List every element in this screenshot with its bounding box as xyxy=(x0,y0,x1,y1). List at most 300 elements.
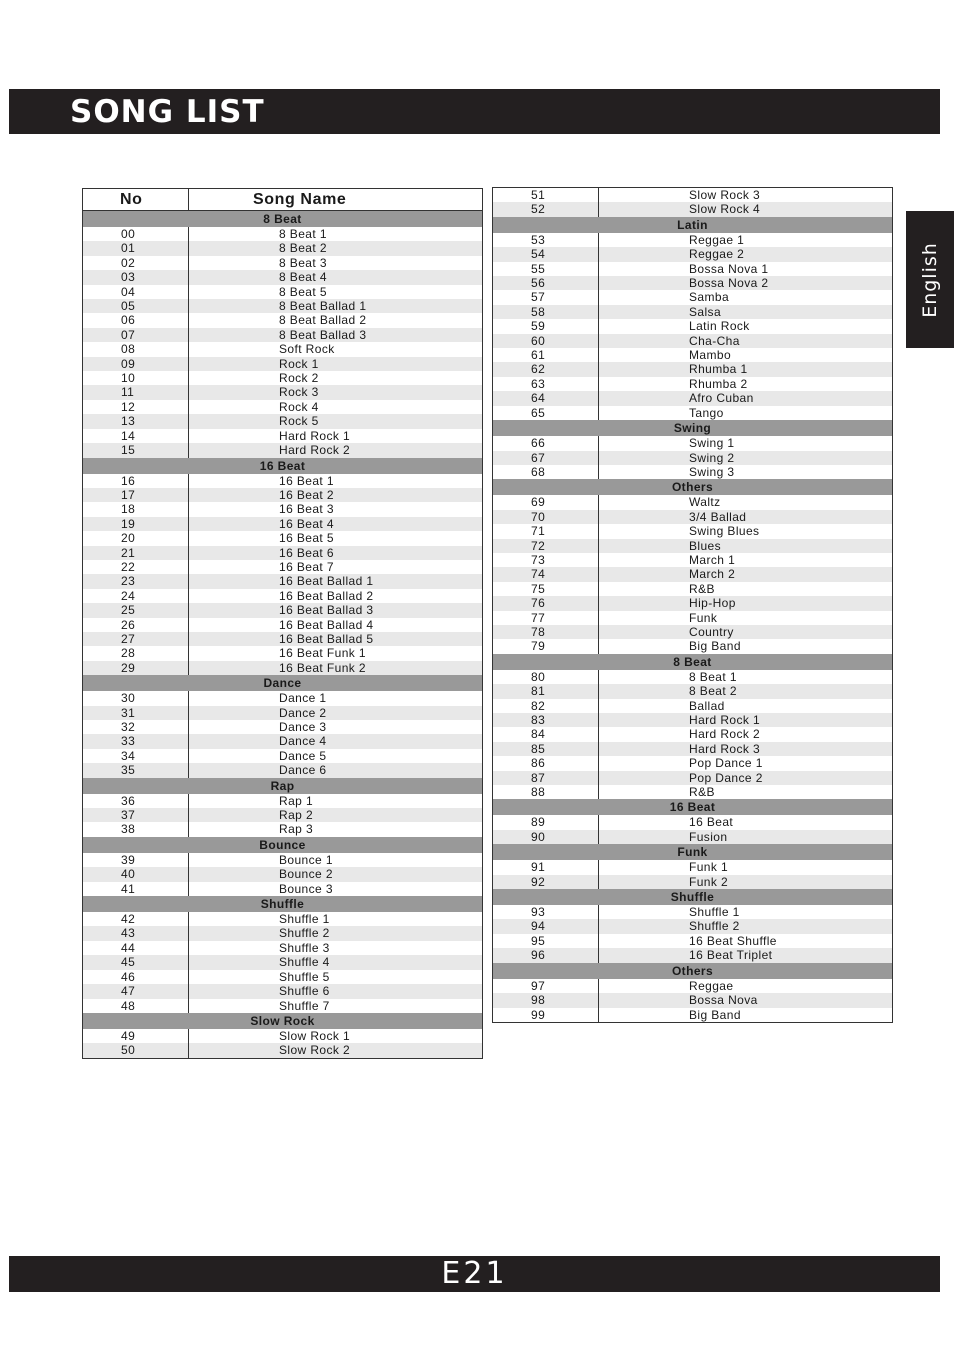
table-row xyxy=(493,377,893,391)
table-row xyxy=(83,285,483,299)
table-row xyxy=(493,188,893,203)
table-row xyxy=(493,553,893,567)
table-row xyxy=(83,618,483,632)
song-name: Funk 1 xyxy=(689,860,729,875)
category-row xyxy=(83,675,483,691)
category-label: Others xyxy=(671,480,714,495)
song-name: 16 Beat 3 xyxy=(279,502,334,517)
song-number: 98 xyxy=(493,993,599,1007)
table-row xyxy=(493,713,893,727)
song-name: Fusion xyxy=(599,830,893,844)
category-row xyxy=(493,963,893,979)
song-name: Hard Rock 1 xyxy=(599,713,893,727)
song-name: 8 Beat 4 xyxy=(189,270,483,284)
song-name: Swing 2 xyxy=(599,451,893,465)
table-row xyxy=(83,882,483,896)
song-number: 81 xyxy=(493,684,599,698)
song-name: Hip-Hop xyxy=(599,596,893,610)
song-name: Dance 6 xyxy=(189,763,483,777)
category-label: Latin xyxy=(677,217,708,232)
table-row xyxy=(493,202,893,216)
song-name: Waltz xyxy=(689,495,721,510)
table-row xyxy=(83,632,483,646)
category-row xyxy=(493,889,893,905)
table-row xyxy=(493,919,893,933)
table-row xyxy=(83,912,483,926)
table-row xyxy=(83,763,483,777)
song-name: 8 Beat 5 xyxy=(279,284,327,299)
song-name: 16 Beat Ballad 4 xyxy=(279,617,374,632)
song-name: Ballad xyxy=(689,698,725,713)
table-row xyxy=(493,699,893,713)
table-row xyxy=(493,815,893,829)
song-name: Shuffle 2 xyxy=(599,919,893,933)
song-name: Dance 3 xyxy=(279,720,327,734)
song-number: 64 xyxy=(493,391,599,405)
table-row xyxy=(493,582,893,596)
table-row xyxy=(493,406,893,420)
table-row xyxy=(493,875,893,889)
song-name: Dance 1 xyxy=(279,691,327,706)
table-row xyxy=(83,646,483,660)
header-bar xyxy=(9,89,940,134)
song-number: 10 xyxy=(83,371,189,385)
song-number: 00 xyxy=(83,227,189,241)
song-name: 8 Beat 2 xyxy=(599,684,893,698)
category-row xyxy=(493,420,893,436)
song-name: 16 Beat Shuffle xyxy=(689,933,777,948)
song-name: Shuffle 1 xyxy=(689,905,740,920)
category-label: 16 Beat xyxy=(259,458,306,473)
song-name: Big Band xyxy=(689,1007,741,1022)
song-name: 8 Beat Ballad 3 xyxy=(189,328,483,342)
song-number: 32 xyxy=(83,720,189,734)
song-number: 28 xyxy=(83,646,189,660)
table-row xyxy=(83,400,483,414)
song-number: 34 xyxy=(83,749,189,763)
song-number: 88 xyxy=(493,785,599,799)
song-name: 16 Beat Funk 1 xyxy=(279,646,366,661)
song-name: Swing 3 xyxy=(689,464,735,479)
table-row xyxy=(493,290,893,304)
table-row xyxy=(83,955,483,969)
table-row xyxy=(83,941,483,955)
song-name: Bossa Nova 1 xyxy=(689,261,769,276)
table-row xyxy=(493,625,893,639)
table-row xyxy=(83,385,483,399)
table-row xyxy=(83,1029,483,1043)
song-number: 14 xyxy=(83,429,189,443)
table-row xyxy=(493,611,893,625)
song-name: Rock 4 xyxy=(279,399,319,414)
song-number: 42 xyxy=(83,912,189,926)
song-number: 77 xyxy=(493,611,599,625)
table-row xyxy=(493,934,893,948)
table-row xyxy=(83,313,483,327)
song-name: Rock 2 xyxy=(279,371,319,386)
song-number: 06 xyxy=(83,313,189,327)
category-label: Rap xyxy=(270,778,295,793)
category-label: Shuffle xyxy=(260,897,305,912)
song-name: Shuffle 1 xyxy=(279,912,330,927)
song-number: 80 xyxy=(493,670,599,684)
song-number: 97 xyxy=(493,979,599,993)
song-name: 8 Beat 2 xyxy=(189,241,483,255)
song-number: 47 xyxy=(83,984,189,998)
category-row xyxy=(493,654,893,670)
song-number: 93 xyxy=(493,905,599,919)
song-number: 75 xyxy=(493,582,599,596)
song-name: 16 Beat Ballad 1 xyxy=(189,574,483,588)
song-number: 82 xyxy=(493,699,599,713)
song-number: 76 xyxy=(493,596,599,610)
table-row xyxy=(83,706,483,720)
song-name: 8 Beat 1 xyxy=(279,227,327,241)
song-number: 73 xyxy=(493,553,599,567)
song-number: 85 xyxy=(493,742,599,756)
table-row xyxy=(83,531,483,545)
table-row xyxy=(493,451,893,465)
song-number: 23 xyxy=(83,574,189,588)
song-number: 91 xyxy=(493,860,599,874)
song-number: 17 xyxy=(83,488,189,502)
song-number: 68 xyxy=(493,465,599,479)
table-row xyxy=(83,984,483,998)
song-name: Hard Rock 1 xyxy=(279,428,351,443)
song-number: 70 xyxy=(493,510,599,524)
table-row xyxy=(83,474,483,488)
song-number: 16 xyxy=(83,474,189,488)
song-name: Funk 2 xyxy=(599,875,893,889)
table-row xyxy=(493,495,893,509)
song-name: Latin Rock xyxy=(689,319,750,334)
table-row xyxy=(83,603,483,617)
song-name: Shuffle 2 xyxy=(189,926,483,940)
table-row xyxy=(83,661,483,675)
category-row xyxy=(493,799,893,815)
song-name: Shuffle 4 xyxy=(189,955,483,969)
song-name: Shuffle 7 xyxy=(279,998,330,1013)
song-name: March 2 xyxy=(599,567,893,581)
song-number: 54 xyxy=(493,247,599,261)
song-number: 67 xyxy=(493,451,599,465)
song-number: 49 xyxy=(83,1029,189,1043)
song-number: 15 xyxy=(83,443,189,457)
column-header-song-name: Song Name xyxy=(189,189,483,211)
song-name: Blues xyxy=(599,539,893,553)
song-name: 16 Beat Ballad 2 xyxy=(279,588,374,603)
song-name: Shuffle 3 xyxy=(279,940,330,955)
table-row xyxy=(493,465,893,479)
song-name: Bounce 1 xyxy=(279,852,333,867)
table-row xyxy=(493,639,893,653)
table-row xyxy=(83,970,483,984)
category-label: Dance xyxy=(263,676,302,691)
song-number: 11 xyxy=(83,385,189,399)
song-number: 61 xyxy=(493,348,599,362)
table-row xyxy=(83,328,483,342)
song-name: Funk xyxy=(689,610,718,625)
category-row xyxy=(493,217,893,233)
song-number: 33 xyxy=(83,734,189,748)
song-number: 99 xyxy=(493,1008,599,1023)
song-number: 12 xyxy=(83,400,189,414)
song-number: 72 xyxy=(493,539,599,553)
table-header-row xyxy=(83,189,483,211)
category-label: 8 Beat xyxy=(263,212,302,226)
category-row xyxy=(493,844,893,860)
table-row xyxy=(83,720,483,734)
song-name: Slow Rock 3 xyxy=(689,188,761,202)
song-number: 39 xyxy=(83,853,189,867)
table-row xyxy=(83,574,483,588)
song-number: 40 xyxy=(83,867,189,881)
song-number: 92 xyxy=(493,875,599,889)
category-row xyxy=(83,458,483,474)
song-number: 19 xyxy=(83,517,189,531)
table-row xyxy=(493,860,893,874)
song-name: Dance 2 xyxy=(189,706,483,720)
table-row xyxy=(83,734,483,748)
table-row xyxy=(493,305,893,319)
table-row xyxy=(493,233,893,247)
song-number: 63 xyxy=(493,377,599,391)
song-number: 65 xyxy=(493,406,599,420)
song-number: 53 xyxy=(493,233,599,247)
song-name: Bounce 2 xyxy=(189,867,483,881)
song-name: Salsa xyxy=(599,305,893,319)
category-row xyxy=(83,896,483,912)
table-row xyxy=(83,808,483,822)
song-name: Big Band xyxy=(689,639,741,654)
song-name: R&B xyxy=(689,581,715,596)
category-row xyxy=(493,479,893,495)
table-row xyxy=(83,691,483,705)
song-name: Swing 1 xyxy=(689,436,735,451)
table-row xyxy=(493,247,893,261)
category-label: 8 Beat xyxy=(673,654,712,669)
song-name: Reggae xyxy=(689,978,734,993)
song-name: Shuffle 6 xyxy=(189,984,483,998)
footer-bar xyxy=(9,1256,940,1292)
table-row xyxy=(83,926,483,940)
song-number: 84 xyxy=(493,727,599,741)
song-number: 37 xyxy=(83,808,189,822)
category-row xyxy=(83,778,483,794)
table-row xyxy=(493,539,893,553)
song-name: 8 Beat Ballad 1 xyxy=(189,299,483,313)
category-label: 16 Beat xyxy=(669,800,716,815)
song-name: 8 Beat 3 xyxy=(279,255,327,270)
language-tab xyxy=(906,211,954,348)
song-table-left xyxy=(82,188,483,1059)
table-row xyxy=(493,670,893,684)
category-row xyxy=(83,837,483,853)
song-name: Rock 3 xyxy=(189,385,483,399)
song-name: 8 Beat 1 xyxy=(689,669,737,684)
song-number: 36 xyxy=(83,794,189,808)
song-number: 18 xyxy=(83,502,189,516)
song-number: 69 xyxy=(493,495,599,509)
table-row xyxy=(493,785,893,799)
song-name: Cha-Cha xyxy=(599,334,893,348)
table-row xyxy=(83,342,483,356)
table-row xyxy=(83,241,483,255)
table-row xyxy=(493,510,893,524)
song-name: March 1 xyxy=(689,552,736,567)
table-row xyxy=(83,227,483,241)
table-row xyxy=(493,684,893,698)
table-row xyxy=(83,357,483,371)
song-number: 57 xyxy=(493,290,599,304)
table-row xyxy=(493,524,893,538)
song-name: Rap 2 xyxy=(189,808,483,822)
table-row xyxy=(83,749,483,763)
table-row xyxy=(83,794,483,808)
table-row xyxy=(493,979,893,993)
song-number: 03 xyxy=(83,270,189,284)
table-row xyxy=(493,262,893,276)
song-number: 35 xyxy=(83,763,189,777)
table-row xyxy=(83,443,483,457)
table-row xyxy=(493,905,893,919)
song-number: 07 xyxy=(83,328,189,342)
song-name: Mambo xyxy=(689,348,732,363)
table-row xyxy=(83,488,483,502)
song-name: Bossa Nova 2 xyxy=(599,276,893,290)
table-row xyxy=(83,256,483,270)
song-name: Tango xyxy=(689,405,724,420)
song-number: 25 xyxy=(83,603,189,617)
song-number: 87 xyxy=(493,771,599,785)
category-label: Shuffle xyxy=(670,890,715,905)
song-name: Hard Rock 2 xyxy=(189,443,483,457)
song-number: 52 xyxy=(493,202,599,216)
table-row xyxy=(493,742,893,756)
song-number: 90 xyxy=(493,830,599,844)
category-label: Swing xyxy=(673,421,712,436)
song-name: Reggae 2 xyxy=(599,247,893,261)
song-table-right xyxy=(492,187,893,1023)
song-name: Dance 4 xyxy=(189,734,483,748)
category-label: Funk xyxy=(677,845,708,860)
song-name: Dance 5 xyxy=(279,748,327,763)
song-number: 29 xyxy=(83,661,189,675)
song-number: 66 xyxy=(493,436,599,450)
table-row xyxy=(493,567,893,581)
song-number: 41 xyxy=(83,882,189,896)
table-row xyxy=(83,517,483,531)
song-number: 50 xyxy=(83,1043,189,1058)
song-name: Rock 1 xyxy=(189,357,483,371)
table-row xyxy=(493,334,893,348)
song-name: Swing Blues xyxy=(689,524,760,539)
song-number: 58 xyxy=(493,305,599,319)
table-row xyxy=(493,391,893,405)
song-number: 20 xyxy=(83,531,189,545)
song-list-left xyxy=(83,211,483,1059)
song-list-right xyxy=(493,188,893,1023)
song-name: Rhumba 2 xyxy=(689,376,748,391)
song-name: 16 Beat 2 xyxy=(189,488,483,502)
table-row xyxy=(83,560,483,574)
table-row xyxy=(493,993,893,1007)
song-number: 51 xyxy=(493,188,599,203)
song-name: 16 Beat 7 xyxy=(279,559,334,574)
song-name: Reggae 1 xyxy=(689,232,745,247)
song-number: 78 xyxy=(493,625,599,639)
song-name: 16 Beat xyxy=(689,815,734,830)
song-name: Rap 3 xyxy=(279,822,314,837)
song-number: 02 xyxy=(83,256,189,270)
song-number: 30 xyxy=(83,691,189,705)
table-row xyxy=(493,830,893,844)
song-number: 48 xyxy=(83,999,189,1013)
song-name: Slow Rock 4 xyxy=(599,202,893,216)
song-number: 96 xyxy=(493,948,599,962)
page-number: E21 xyxy=(441,1256,508,1291)
song-number: 31 xyxy=(83,706,189,720)
song-number: 79 xyxy=(493,639,599,653)
song-number: 71 xyxy=(493,524,599,538)
table-row xyxy=(493,436,893,450)
table-row xyxy=(83,589,483,603)
song-number: 08 xyxy=(83,342,189,356)
song-name: Pop Dance 1 xyxy=(689,756,763,771)
song-number: 95 xyxy=(493,934,599,948)
page-title: SONG LIST xyxy=(70,94,265,130)
table-row xyxy=(493,276,893,290)
song-name: Rap 1 xyxy=(279,793,314,808)
song-number: 05 xyxy=(83,299,189,313)
song-number: 46 xyxy=(83,970,189,984)
song-name: 3/4 Ballad xyxy=(599,510,893,524)
table-row xyxy=(493,596,893,610)
song-number: 94 xyxy=(493,919,599,933)
table-row xyxy=(493,1008,893,1023)
song-number: 27 xyxy=(83,632,189,646)
song-name: 16 Beat Ballad 3 xyxy=(189,603,483,617)
table-row xyxy=(83,1043,483,1058)
table-row xyxy=(493,756,893,770)
song-number: 09 xyxy=(83,357,189,371)
song-name: 16 Beat 1 xyxy=(279,473,334,488)
song-number: 74 xyxy=(493,567,599,581)
song-name: Pop Dance 2 xyxy=(599,771,893,785)
song-name: R&B xyxy=(689,785,715,800)
song-name: Country xyxy=(599,625,893,639)
table-row xyxy=(83,502,483,516)
table-row xyxy=(493,348,893,362)
song-name: 16 Beat Triplet xyxy=(599,948,893,962)
song-name: Rock 5 xyxy=(189,414,483,428)
table-row xyxy=(83,371,483,385)
song-name: 16 Beat 4 xyxy=(189,517,483,531)
song-name: Afro Cuban xyxy=(599,391,893,405)
table-row xyxy=(83,270,483,284)
song-number: 89 xyxy=(493,815,599,829)
language-label: English xyxy=(919,241,941,318)
table-row xyxy=(83,867,483,881)
song-name: 16 Beat Funk 2 xyxy=(189,661,483,675)
song-name: Hard Rock 2 xyxy=(689,727,761,742)
table-row xyxy=(493,362,893,376)
song-number: 01 xyxy=(83,241,189,255)
song-name: 8 Beat Ballad 2 xyxy=(279,313,367,328)
song-name: Slow Rock 2 xyxy=(189,1043,483,1058)
table-row xyxy=(83,546,483,560)
song-number: 38 xyxy=(83,822,189,836)
